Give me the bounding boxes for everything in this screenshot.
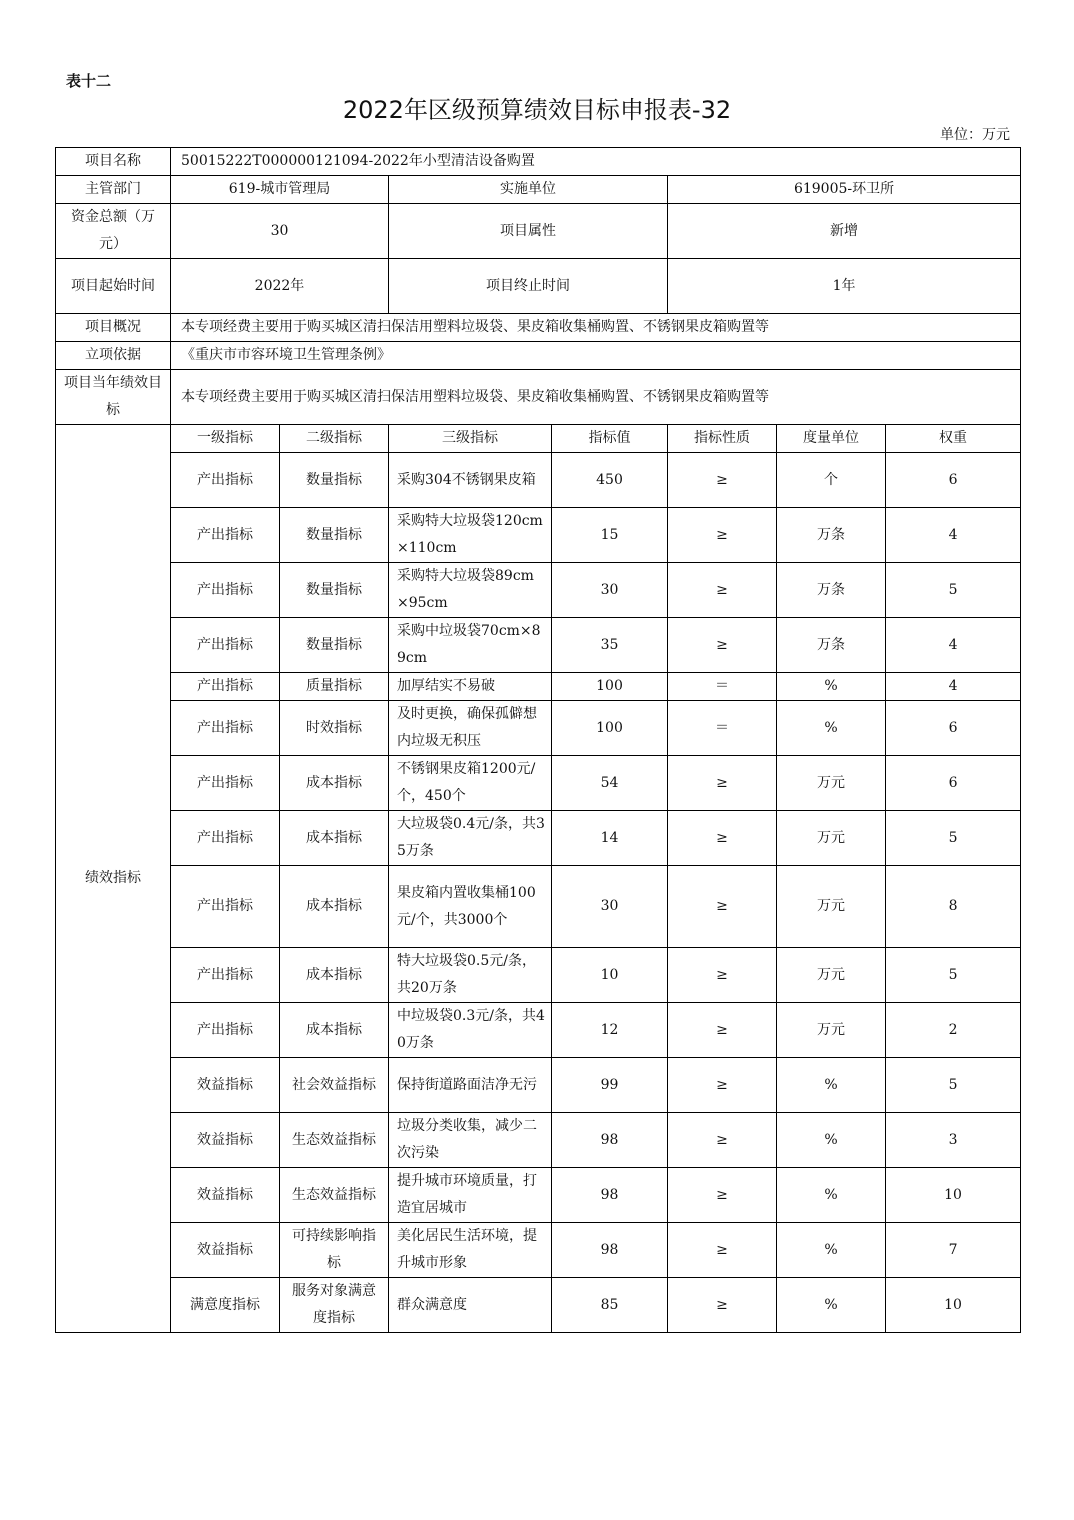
attr-value: 新增: [668, 204, 1021, 259]
cell-l2: 数量指标: [280, 563, 389, 618]
cell-l3: 不锈钢果皮箱1200元/个，450个: [389, 756, 552, 811]
cell-nature: ≥: [668, 508, 777, 563]
cell-unit: %: [777, 1168, 886, 1223]
dept-label: 主管部门: [56, 176, 171, 204]
cell-nature: ≥: [668, 948, 777, 1003]
header-l2: 二级指标: [280, 425, 389, 453]
cell-l3: 保持街道路面洁净无污: [389, 1058, 552, 1113]
funds-value: 30: [171, 204, 389, 259]
end-label: 项目终止时间: [389, 259, 668, 314]
cell-value: 99: [552, 1058, 668, 1113]
goal-value: 本专项经费主要用于购买城区清扫保洁用塑料垃圾袋、果皮箱收集桶购置、不锈钢果皮箱购置等: [171, 370, 1021, 425]
cell-value: 30: [552, 866, 668, 948]
cell-l1: 产出指标: [171, 673, 280, 701]
cell-l3: 采购特大垃圾袋89cm×95cm: [389, 563, 552, 618]
cell-l3: 加厚结实不易破: [389, 673, 552, 701]
cell-l1: 产出指标: [171, 453, 280, 508]
start-value: 2022年: [171, 259, 389, 314]
header-value: 指标值: [552, 425, 668, 453]
cell-l2: 成本指标: [280, 1003, 389, 1058]
header-unit: 度量单位: [777, 425, 886, 453]
basis-label: 立项依据: [56, 342, 171, 370]
cell-value: 98: [552, 1113, 668, 1168]
table-row: [56, 1168, 1021, 1223]
cell-nature: ≥: [668, 1113, 777, 1168]
cell-value: 15: [552, 508, 668, 563]
cell-l2: 生态效益指标: [280, 1113, 389, 1168]
cell-nature: ＝: [668, 701, 777, 756]
cell-l2: 数量指标: [280, 508, 389, 563]
cell-l1: 产出指标: [171, 701, 280, 756]
cell-unit: 个: [777, 453, 886, 508]
cell-weight: 5: [886, 563, 1021, 618]
row-basis: [56, 342, 1021, 370]
table-row: [56, 948, 1021, 1003]
cell-nature: ≥: [668, 811, 777, 866]
cell-nature: ≥: [668, 1058, 777, 1113]
table-row: [56, 1223, 1021, 1278]
cell-l3: 群众满意度: [389, 1278, 552, 1333]
cell-l1: 产出指标: [171, 1003, 280, 1058]
table-row: [56, 508, 1021, 563]
cell-l1: 效益指标: [171, 1223, 280, 1278]
cell-nature: ＝: [668, 673, 777, 701]
table-row: [56, 453, 1021, 508]
cell-l1: 效益指标: [171, 1058, 280, 1113]
perf-label: 绩效指标: [56, 425, 171, 1333]
cell-value: 35: [552, 618, 668, 673]
cell-l3: 采购304不锈钢果皮箱: [389, 453, 552, 508]
cell-value: 10: [552, 948, 668, 1003]
cell-l1: 产出指标: [171, 563, 280, 618]
cell-value: 30: [552, 563, 668, 618]
cell-unit: 万元: [777, 811, 886, 866]
table-row: [56, 811, 1021, 866]
row-overview: [56, 314, 1021, 342]
table-row: [56, 1113, 1021, 1168]
table-row: [56, 563, 1021, 618]
table-row: [56, 701, 1021, 756]
basis-value: 《重庆市市容环境卫生管理条例》: [171, 342, 1021, 370]
cell-weight: 8: [886, 866, 1021, 948]
cell-unit: %: [777, 1223, 886, 1278]
dept-value: 619-城市管理局: [171, 176, 389, 204]
cell-l3: 采购特大垃圾袋120cm×110cm: [389, 508, 552, 563]
cell-l2: 数量指标: [280, 618, 389, 673]
cell-l3: 及时更换，确保孤僻想内垃圾无积压: [389, 701, 552, 756]
project-name-value: 50015222T000000121094-2022年小型清洁设备购置: [171, 148, 1021, 176]
cell-unit: %: [777, 1058, 886, 1113]
cell-unit: 万条: [777, 618, 886, 673]
cell-weight: 10: [886, 1168, 1021, 1223]
perf-header-row: [56, 425, 1021, 453]
cell-unit: 万条: [777, 563, 886, 618]
cell-unit: 万元: [777, 756, 886, 811]
cell-l1: 产出指标: [171, 811, 280, 866]
page-title: 2022年区级预算绩效目标申报表-32: [342, 96, 732, 124]
cell-l3: 美化居民生活环境，提升城市形象: [389, 1223, 552, 1278]
cell-value: 98: [552, 1168, 668, 1223]
cell-unit: 万元: [777, 866, 886, 948]
cell-l2: 社会效益指标: [280, 1058, 389, 1113]
cell-nature: ≥: [668, 453, 777, 508]
cell-l3: 垃圾分类收集，减少二次污染: [389, 1113, 552, 1168]
cell-value: 54: [552, 756, 668, 811]
cell-value: 14: [552, 811, 668, 866]
cell-l1: 产出指标: [171, 948, 280, 1003]
cell-weight: 5: [886, 811, 1021, 866]
table-row: [56, 1003, 1021, 1058]
cell-value: 85: [552, 1278, 668, 1333]
cell-weight: 5: [886, 1058, 1021, 1113]
row-funds: [56, 204, 1021, 259]
cell-weight: 6: [886, 453, 1021, 508]
budget-table: [55, 147, 1021, 1333]
cell-weight: 7: [886, 1223, 1021, 1278]
cell-l1: 满意度指标: [171, 1278, 280, 1333]
row-department: [56, 176, 1021, 204]
cell-nature: ≥: [668, 618, 777, 673]
cell-value: 450: [552, 453, 668, 508]
table-row: [56, 866, 1021, 948]
row-goal: [56, 370, 1021, 425]
table-row: [56, 673, 1021, 701]
cell-l3: 大垃圾袋0.4元/条，共35万条: [389, 811, 552, 866]
row-project-name: [56, 148, 1021, 176]
cell-weight: 10: [886, 1278, 1021, 1333]
cell-unit: 万元: [777, 948, 886, 1003]
header-l1: 一级指标: [171, 425, 280, 453]
cell-l2: 时效指标: [280, 701, 389, 756]
goal-label: 项目当年绩效目标: [56, 370, 171, 425]
funds-label: 资金总额（万元）: [56, 204, 171, 259]
cell-weight: 4: [886, 508, 1021, 563]
cell-l3: 特大垃圾袋0.5元/条，共20万条: [389, 948, 552, 1003]
impl-label: 实施单位: [389, 176, 668, 204]
row-time: [56, 259, 1021, 314]
table-row: [56, 1058, 1021, 1113]
cell-l2: 服务对象满意度指标: [280, 1278, 389, 1333]
cell-l2: 数量指标: [280, 453, 389, 508]
cell-weight: 3: [886, 1113, 1021, 1168]
cell-l3: 中垃圾袋0.3元/条，共40万条: [389, 1003, 552, 1058]
cell-l1: 效益指标: [171, 1168, 280, 1223]
cell-unit: %: [777, 701, 886, 756]
cell-l2: 质量指标: [280, 673, 389, 701]
cell-value: 100: [552, 673, 668, 701]
cell-l2: 可持续影响指标: [280, 1223, 389, 1278]
project-name-label: 项目名称: [56, 148, 171, 176]
header-weight: 权重: [886, 425, 1021, 453]
cell-nature: ≥: [668, 1003, 777, 1058]
cell-l1: 产出指标: [171, 618, 280, 673]
cell-nature: ≥: [668, 1168, 777, 1223]
header-nature: 指标性质: [668, 425, 777, 453]
cell-weight: 4: [886, 618, 1021, 673]
end-value: 1年: [668, 259, 1021, 314]
cell-nature: ≥: [668, 866, 777, 948]
cell-l3: 提升城市环境质量，打造宜居城市: [389, 1168, 552, 1223]
cell-unit: %: [777, 1113, 886, 1168]
cell-l2: 成本指标: [280, 811, 389, 866]
cell-nature: ≥: [668, 756, 777, 811]
cell-unit: %: [777, 1278, 886, 1333]
cell-l2: 生态效益指标: [280, 1168, 389, 1223]
start-label: 项目起始时间: [56, 259, 171, 314]
cell-unit: %: [777, 673, 886, 701]
cell-l1: 效益指标: [171, 1113, 280, 1168]
cell-value: 12: [552, 1003, 668, 1058]
cell-weight: 4: [886, 673, 1021, 701]
cell-l3: 果皮箱内置收集桶100元/个，共3000个: [389, 866, 552, 948]
attr-label: 项目属性: [389, 204, 668, 259]
cell-unit: 万元: [777, 1003, 886, 1058]
overview-label: 项目概况: [56, 314, 171, 342]
cell-weight: 6: [886, 756, 1021, 811]
cell-nature: ≥: [668, 563, 777, 618]
cell-value: 98: [552, 1223, 668, 1278]
cell-l3: 采购中垃圾袋70cm×89cm: [389, 618, 552, 673]
cell-unit: 万条: [777, 508, 886, 563]
table-row: [56, 1278, 1021, 1333]
cell-nature: ≥: [668, 1278, 777, 1333]
cell-l1: 产出指标: [171, 866, 280, 948]
header-l3: 三级指标: [389, 425, 552, 453]
table-number: 表十二: [66, 72, 112, 90]
table-row: [56, 618, 1021, 673]
cell-l1: 产出指标: [171, 508, 280, 563]
impl-value: 619005-环卫所: [668, 176, 1021, 204]
cell-l1: 产出指标: [171, 756, 280, 811]
cell-weight: 6: [886, 701, 1021, 756]
cell-l2: 成本指标: [280, 866, 389, 948]
cell-l2: 成本指标: [280, 948, 389, 1003]
cell-weight: 5: [886, 948, 1021, 1003]
cell-nature: ≥: [668, 1223, 777, 1278]
cell-l2: 成本指标: [280, 756, 389, 811]
cell-weight: 2: [886, 1003, 1021, 1058]
cell-value: 100: [552, 701, 668, 756]
overview-value: 本专项经费主要用于购买城区清扫保洁用塑料垃圾袋、果皮箱收集桶购置、不锈钢果皮箱购置等: [171, 314, 1021, 342]
unit-note: 单位：万元: [940, 127, 1010, 143]
table-row: [56, 756, 1021, 811]
